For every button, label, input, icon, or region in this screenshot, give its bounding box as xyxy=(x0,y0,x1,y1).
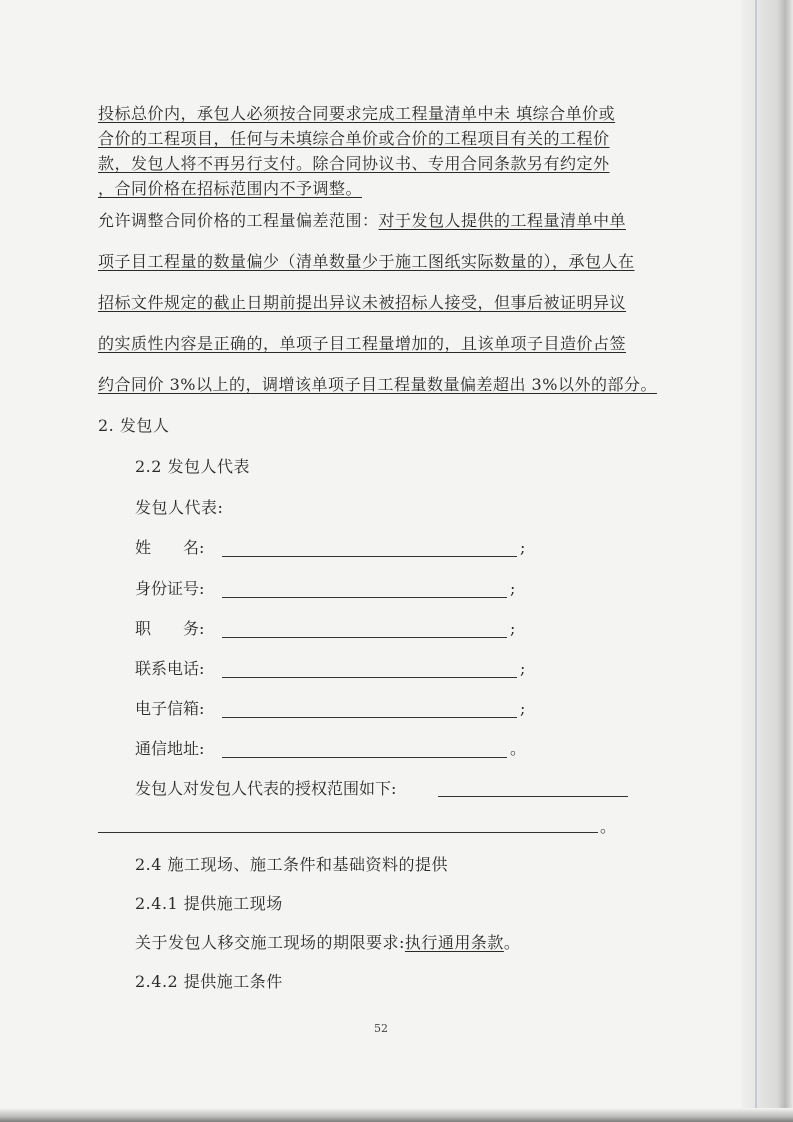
id-number-field[interactable] xyxy=(222,597,507,598)
para2-label: 允许调整合同价格的工程量偏差范围： xyxy=(98,211,379,230)
site-handover-value: 执行通用条款 xyxy=(404,933,504,952)
phone-field[interactable] xyxy=(222,677,517,678)
phone-label: 联系电话: xyxy=(135,659,205,678)
para2-line-3: 招标文件规定的截止日期前提出异议未被招标人接受，但事后被证明异议 xyxy=(98,293,627,312)
site-handover-label: 关于发包人移交施工现场的期限要求: xyxy=(135,933,405,952)
id-number-end: ; xyxy=(510,579,516,598)
para2-line-1-value: 对于发包人提供的工程量清单中单 xyxy=(378,211,627,230)
authority-end: 。 xyxy=(600,817,617,836)
name-label: 姓 名: xyxy=(135,538,205,557)
authority-field-continued[interactable] xyxy=(98,832,598,833)
position-end: ; xyxy=(510,619,516,638)
email-end: ; xyxy=(520,699,526,718)
section-2-4-heading: 2.4 施工现场、施工条件和基础资料的提供 xyxy=(135,855,449,874)
phone-end: ; xyxy=(520,659,526,678)
binding-edge xyxy=(755,0,757,1122)
address-end: 。 xyxy=(510,739,527,758)
site-handover-line xyxy=(135,932,520,954)
para1-line-2: 合价的工程项目，任何与未填综合单价或合价的工程项目有关的工程价 xyxy=(98,129,610,148)
section-2-4-1-heading: 2.4.1 提供施工现场 xyxy=(135,894,283,913)
para1-line-4: ，合同价格在招标范围内不予调整。 xyxy=(98,179,363,198)
name-field[interactable] xyxy=(222,556,517,557)
representative-intro: 发包人代表: xyxy=(135,498,224,517)
address-label: 通信地址: xyxy=(135,739,205,758)
id-number-label: 身份证号: xyxy=(135,579,205,598)
para2-line-1 xyxy=(98,210,626,232)
position-label: 职 务: xyxy=(135,619,205,638)
page-bottom-shadow xyxy=(0,1108,793,1122)
para1-line-3: 款，发包人将不再另行支付。除合同协议书、专用合同条款另有约定外 xyxy=(98,154,610,173)
authority-field[interactable] xyxy=(438,796,628,797)
section-2-heading: 2. 发包人 xyxy=(98,416,170,435)
name-end: ; xyxy=(520,538,526,557)
authority-label: 发包人对发包人代表的授权范围如下: xyxy=(135,779,397,798)
para2-line-5: 约合同价 3%以上的，调增该单项子目工程量数量偏差超出 3%以外的部分。 xyxy=(98,375,657,394)
position-field[interactable] xyxy=(222,637,507,638)
page-edge-shadow xyxy=(741,0,793,1122)
para1-line-1: 投标总价内，承包人必须按合同要求完成工程量清单中未 填综合单价或 xyxy=(98,104,616,123)
email-label: 电子信箱: xyxy=(135,699,205,718)
page-number: 52 xyxy=(374,1022,388,1035)
site-handover-end: 。 xyxy=(503,933,521,952)
address-field[interactable] xyxy=(222,757,507,758)
para2-line-2: 项子目工程量的数量偏少（清单数量少于施工图纸实际数量的），承包人在 xyxy=(98,252,635,271)
email-field[interactable] xyxy=(222,717,517,718)
section-2-4-2-heading: 2.4.2 提供施工条件 xyxy=(135,972,283,991)
section-2-2-heading: 2.2 发包人代表 xyxy=(135,457,251,476)
para2-line-4: 的实质性内容是正确的，单项子目工程量增加的，且该单项子目造价占签 xyxy=(98,334,627,353)
